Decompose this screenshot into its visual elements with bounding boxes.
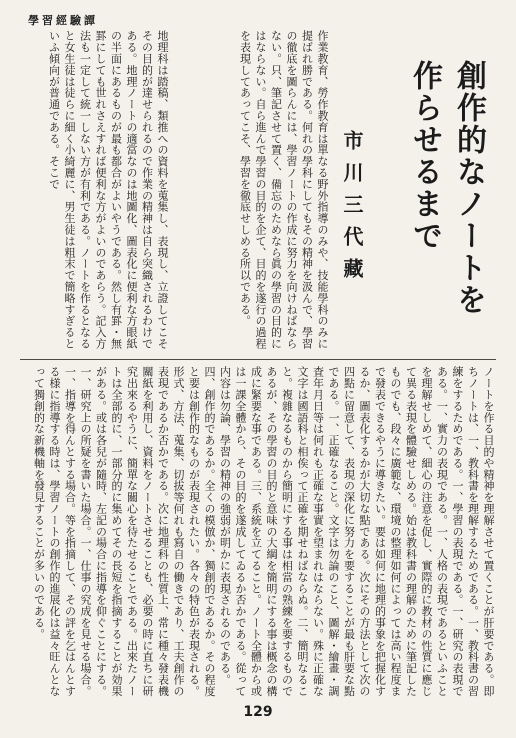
page-number: 129: [243, 704, 273, 720]
upper-body-paragraph: 地理科は踏稿、類推への資料を蒐集し、表現し、立證してこそその目的が達せられるので作業の精神は自ら突織されるわけである。地理ノートの適當なのは地圖化、圖表化に便利な方眼紙の半面にあるものが最も都合がよいやうである。然し有罫・無罫にしても世れさえすれば便利な方がよいのであらう。記入方法も一定して統一しない方が有利である。ノートを作るとなると女生徒は徒らに細く小綺麗に、男生徒は粗末で簡略すぎるといふ傾向が普通である。そこで: [47, 30, 169, 350]
article-title: 創作的なノートを作らせるまで: [407, 60, 486, 316]
article-author: 市川三代藏: [340, 130, 364, 290]
running-head: 學習經驗譚: [28, 14, 98, 27]
lead-paragraph: 作業教育、勞作教育は單なる野外指導のみや、技能學科のみに提ばれ勝である。何れの學科にしてもその精神を汲んで、學習の徹底を圖らんには、學習ノートの作成に努力を向けねばならない。只、筆記させて置く、備忘のためなら眞の學習の目的にはならない。自ら進んで學習の目的を企て、目的を遂行の過程を表現してあってこそ、學習を徹底せしめる所以である。: [238, 30, 329, 350]
lower-body-text: ノートを作る目的や精神を理解させて置くことが肝要である。即ちノートは、一、教科書を理解するためである。一、教科書の習練をするためである。一、學習の表現である。一、研究の表現である。一、實力の表現である。一、人格の表現であるといふことを理解せしめて、細心の注意を促し、實際的に教材の性質に應じて異る表現を體驗せしめる。始は教科書の理解のために筆記したものでも、段々に廣範な、環境の整理如何によっては高い程度まで發表できるやうに導きたい。要は如何に地理的事象を把握化するか、圖表化するかが大切な點である。次にその方法として次の四點に留意して、表現の深化に努力を要することが最も肝要な點である。一、正確なること。文字は勿論のこと、圖解・繪畫・調査年月日等は何れも正確な事實を望まれはならない。殊に正確な文字は國語科と相俟って正確を期せねばならぬ。二、簡明なること。複雜なるものから簡明にする事は相當の熟練を要するものであるが、その學習の目的と意味の大綱を簡明にする事は概念の構成に緊要な事である。三、系統を立てること。ノート全體から或は一課全體から、その目的を遂成してゐるか否かである。從って内容は勿論、學習の精神の強弱が明かに表現されるのである。四、創作的であるか。全くの模倣か、獨創的であるか。その程度と要は創作的なものが表現されたい。各々の特色が表現される。形式、方法、蒐集、切拔等何れも寫自の働きであり、工夫創作の表現であるか否かである。次に地理科の性質上、常に種々發表機關紙を利用し、資料をノートさせることも、必要の時に直ちに研究出來るやうに、簡單な關心を待たせることである。出來たノートは全部的に、一部分的に集めてその長短を指摘することが効果がある。或は各兒が隨時、左記の場合に指導を仰ぐことにする。一、研究上の所疑を書いた場合。一、仕事の究成を見せる場合。一、指導を得んとする場合。等を指摘して、その評を乞はんとする様に指導する時は、學習ノートの創作的進展化は益々旺んとなって獨創的な新機軸を發見することが多いのである。: [32, 366, 495, 697]
section-divider: [20, 359, 496, 360]
